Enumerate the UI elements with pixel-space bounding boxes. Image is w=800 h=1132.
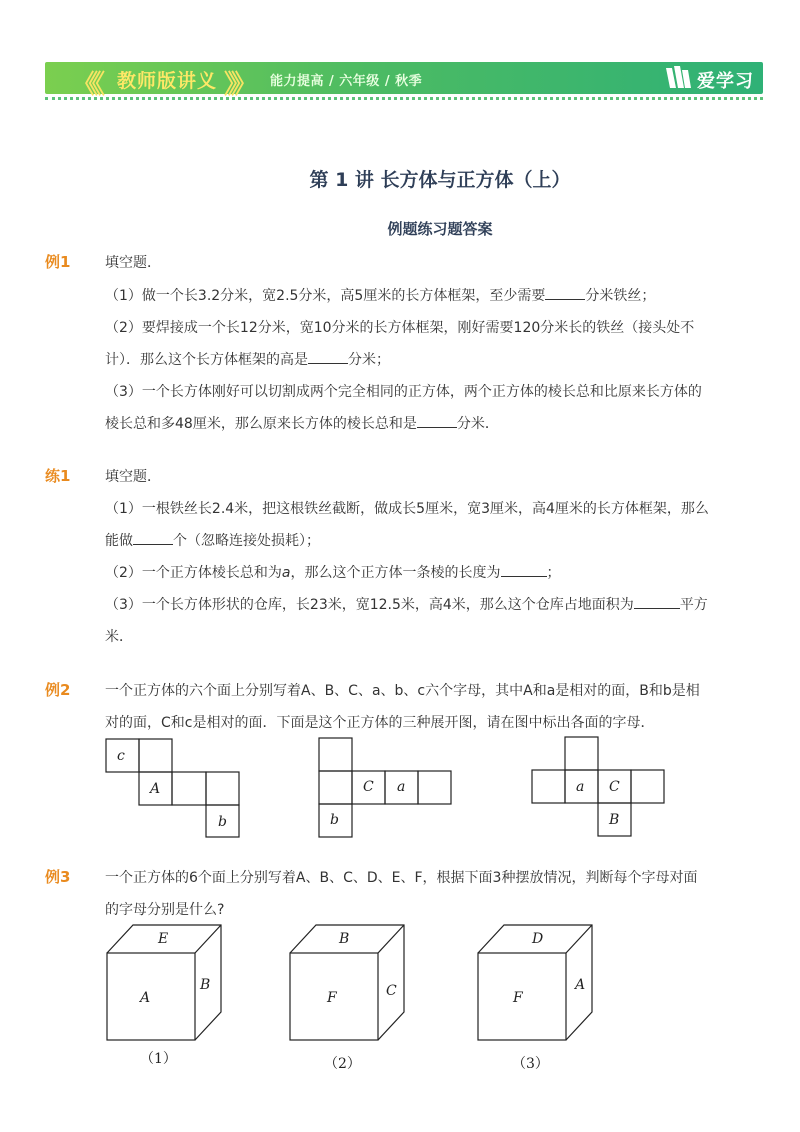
cube2-front-label: F [327,990,337,1006]
header-breadcrumb: 能力提高 / 六年级 / 秋季 [270,74,423,89]
example2-line2: 对的面，C和c是相对的面．下面是这个正方体的三种展开图，请在图中标出各面的字母． [105,715,655,731]
header-divider [45,97,763,100]
header-title: 教师版讲义 [117,70,218,92]
net2-face [319,771,352,804]
practice1-label: 练1 [45,467,71,485]
example2-label: 例2 [45,681,71,699]
net1-face [172,772,206,805]
net3-face [631,770,664,803]
left-chevron-icon: 《《 [72,70,100,100]
net1-label-A: A [150,781,161,797]
example3-label: 例3 [45,868,71,886]
example1-q3-text-a: 棱长总和多48厘米，那么原来长方体的棱长总和是 [105,416,417,432]
example1-intro: 填空题． [105,255,161,271]
practice1-q3-line2: 米． [105,629,133,645]
practice1-q1-text-b: 个（忽略连接处损耗）； [173,533,320,549]
cube3-caption: （3） [512,1056,549,1072]
practice1-q3-line1 [105,594,708,614]
example1-label: 例1 [45,253,71,271]
practice1-q2-variable: a [281,565,291,581]
cube3-side-label: A [575,977,586,993]
net1-label-c: c [117,748,125,764]
example1-q1-text-a: （1）做一个长3.2分米，宽2.5分米，高5厘米的长方体框架，至少需要 [105,288,546,304]
practice1-q2-text-c: ； [546,565,561,581]
net3-face [565,737,598,770]
example1-q1 [105,285,655,305]
answer-blank [501,563,547,577]
example1-q2-line2 [105,349,390,369]
practice1-q2 [105,562,561,582]
cube3-front-label: F [513,990,523,1006]
cube1-front-label: A [140,990,151,1006]
example3-line1: 一个正方体的6个面上分别写着A、B、C、D、E、F，根据下面3种摆放情况，判断每个字母对面 [105,870,698,886]
example1-q2-text-a: 计）．那么这个长方体框架的高是 [105,352,308,368]
practice1-q3-text-a: （3）一个长方体形状的仓库，长23米，宽12.5米，高4米，那么这个仓库占地面积为 [105,597,634,613]
cube2-caption: （2） [324,1056,361,1072]
cube1-caption: （1） [140,1051,177,1067]
lecture-title: 第 1 讲 长方体与正方体（上） [309,169,571,191]
example1-q3-text-b: 分米． [456,416,499,432]
practice1-q2-text-a: （2）一个正方体棱长总和为 [105,565,282,581]
right-chevron-icon: 》》 [224,70,252,100]
net2-label-C: C [363,779,374,795]
brand-logo-icon [664,64,694,92]
practice1-q3-text-b: 平方 [679,597,708,613]
net2-face [319,738,352,771]
net2-label-b: b [330,812,339,828]
practice1-q1-line2 [105,530,320,550]
net3-label-C: C [609,779,620,795]
answer-blank [308,350,348,364]
section-subtitle: 例题练习题答案 [387,220,493,238]
net3-label-B: B [609,812,620,828]
net1-face [139,739,172,772]
net3-face [532,770,565,803]
cube1-side-label: B [200,977,211,993]
example1-q1-text-b: 分米铁丝； [585,288,656,304]
practice1-q1-line1: （1）一根铁丝长2.4米，把这根铁丝截断，做成长5厘米，宽3厘米，高4厘米的长方体框架，那么 [105,501,709,517]
brand-name: 爱学习 [697,71,754,92]
cube3-top-label: D [532,931,544,947]
practice1-q2-text-b: ，那么这个正方体一条棱的长度为 [290,565,501,581]
answer-blank [634,595,680,609]
example2-line1: 一个正方体的六个面上分别写着A、B、C、a、b、c六个字母，其中A和a是相对的面，B和b是相 [105,683,700,699]
net3-label-a: a [576,779,585,795]
example3-line2: 的字母分别是什么? [105,902,225,918]
answer-blank [133,531,173,545]
cube1-top-label: E [158,931,169,947]
answer-blank [417,414,457,428]
practice1-intro: 填空题． [105,469,161,485]
example1-q3-line1: （3）一个长方体刚好可以切割成两个完全相同的正方体，两个正方体的棱长总和比原来长方体的 [105,384,702,400]
practice1-q1-text-a: 能做 [105,533,133,549]
answer-blank [545,286,585,300]
net2-face [418,771,451,804]
net2-label-a: a [397,779,406,795]
net1-face [206,772,239,805]
example1-q2-text-b: 分米； [348,352,390,368]
example1-q2-line1: （2）要焊接成一个长12分米，宽10分米的长方体框架，刚好需要120分米长的铁丝（接头处不 [105,320,695,336]
example1-q3-line2 [105,413,499,433]
net1-label-b: b [218,814,227,830]
cube2-top-label: B [339,931,350,947]
cube2-side-label: C [386,983,397,999]
